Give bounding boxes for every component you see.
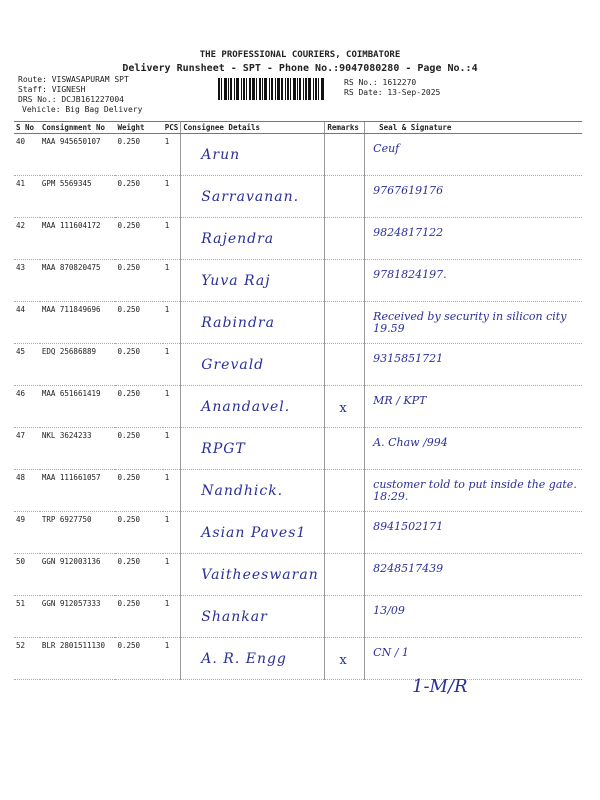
row-remark <box>325 386 365 428</box>
row-signature-text: CN / 1 <box>373 646 409 659</box>
row-consignee <box>181 176 325 218</box>
row-consignment-no <box>40 344 116 386</box>
row-remark <box>325 512 365 554</box>
row-remark <box>325 344 365 386</box>
row-consignment-no-text: MAA 651661419 <box>41 389 101 398</box>
row-weight <box>115 218 162 260</box>
drs-label: DRS No.: DCJB161227004 <box>18 95 124 104</box>
row-weight-text: 0.250 <box>117 599 141 608</box>
row-consignee <box>181 134 325 176</box>
table-row <box>14 344 582 386</box>
col-seal: Seal & Signature <box>365 122 582 134</box>
row-consignee <box>181 386 325 428</box>
row-signature-text: 8248517439 <box>373 562 444 575</box>
row-weight-text: 0.250 <box>117 431 141 440</box>
row-consignment-no-text: BLR 2801511130 <box>41 641 106 650</box>
rs-date-label: RS Date: 13-Sep-2025 <box>344 88 441 97</box>
row-weight-text: 0.250 <box>117 389 141 398</box>
row-signature <box>365 218 582 260</box>
row-consignment-no-text: MAA 945650107 <box>41 137 101 146</box>
row-remark <box>325 554 365 596</box>
row-consignment-no-text: NKL 3624233 <box>41 431 92 440</box>
row-consignee <box>181 470 325 512</box>
row-consignee-text: Arun <box>201 147 241 163</box>
col-weight: Weight <box>115 122 162 134</box>
row-signature <box>365 260 582 302</box>
row-consignment-no <box>40 218 116 260</box>
row-weight-text: 0.250 <box>117 305 141 314</box>
row-weight-text: 0.250 <box>117 263 141 272</box>
row-weight-text: 0.250 <box>117 557 141 566</box>
row-remark <box>325 470 365 512</box>
row-signature-text: 13/09 <box>373 604 405 617</box>
row-consignee <box>181 554 325 596</box>
row-consignee-text: Asian Paves1 <box>201 525 307 541</box>
row-pcs <box>163 386 181 428</box>
row-signature-text: Ceuf <box>373 142 400 155</box>
row-pcs-text: 1 <box>164 641 170 650</box>
row-signature <box>365 596 582 638</box>
row-sno-text: 46 <box>16 389 26 398</box>
row-remark-text: x <box>339 653 347 668</box>
row-signature <box>365 470 582 512</box>
row-pcs-text: 1 <box>164 179 170 188</box>
row-signature-text: customer told to put inside the gate. 18:29. <box>373 478 577 503</box>
row-remark <box>325 302 365 344</box>
row-signature-text: 8941502171 <box>373 520 444 533</box>
row-consignee <box>181 638 325 680</box>
row-sno <box>14 302 40 344</box>
row-remark <box>325 218 365 260</box>
row-pcs <box>163 344 181 386</box>
col-remarks: Remarks <box>325 122 365 134</box>
col-pcs: PCS <box>163 122 181 134</box>
row-pcs-text: 1 <box>164 599 170 608</box>
row-consignment-no <box>40 512 116 554</box>
row-pcs <box>163 428 181 470</box>
row-consignee-text: A. R. Engg <box>201 651 287 667</box>
table-row <box>14 638 582 680</box>
row-pcs <box>163 470 181 512</box>
row-sno-text: 43 <box>16 263 26 272</box>
row-sno-text: 48 <box>16 473 26 482</box>
row-consignee <box>181 428 325 470</box>
row-consignment-no <box>40 554 116 596</box>
row-weight <box>115 344 162 386</box>
row-sno <box>14 470 40 512</box>
row-consignment-no <box>40 386 116 428</box>
barcode <box>218 78 338 100</box>
row-weight <box>115 638 162 680</box>
row-sno <box>14 134 40 176</box>
row-remark <box>325 596 365 638</box>
row-consignee-text: Rabindra <box>201 315 275 331</box>
row-consignee-text: Yuva Raj <box>201 273 271 289</box>
row-consignee <box>181 302 325 344</box>
row-weight <box>115 596 162 638</box>
meta-right <box>344 78 440 98</box>
row-sno <box>14 386 40 428</box>
row-weight-text: 0.250 <box>117 515 141 524</box>
row-weight-text: 0.250 <box>117 137 141 146</box>
table-row <box>14 470 582 512</box>
row-signature <box>365 428 582 470</box>
row-sno-text: 49 <box>16 515 26 524</box>
row-sno <box>14 176 40 218</box>
row-weight-text: 0.250 <box>117 473 141 482</box>
row-signature-text: Received by security in silicon city 19.59 <box>373 310 567 335</box>
row-consignee-text: Anandavel. <box>201 399 291 415</box>
row-consignment-no <box>40 470 116 512</box>
row-weight <box>115 302 162 344</box>
row-consignee-text: Shankar <box>201 609 268 625</box>
row-pcs-text: 1 <box>164 137 170 146</box>
row-pcs-text: 1 <box>164 473 170 482</box>
row-consignment-no <box>40 302 116 344</box>
row-sno-text: 51 <box>16 599 26 608</box>
row-sno <box>14 428 40 470</box>
row-signature <box>365 638 582 680</box>
row-sno-text: 50 <box>16 557 26 566</box>
meta-left <box>18 75 142 115</box>
row-sno-text: 44 <box>16 305 26 314</box>
row-remark <box>325 134 365 176</box>
row-consignee-text: Rajendra <box>201 231 275 247</box>
row-remark <box>325 176 365 218</box>
row-pcs-text: 1 <box>164 515 170 524</box>
row-weight <box>115 512 162 554</box>
row-pcs <box>163 512 181 554</box>
row-pcs-text: 1 <box>164 557 170 566</box>
table-row <box>14 512 582 554</box>
row-signature <box>365 134 582 176</box>
row-consignment-no-text: TRP 6927750 <box>41 515 92 524</box>
row-consignee-text: Sarravanan. <box>201 189 300 205</box>
row-consignment-no-text: MAA 111661057 <box>41 473 101 482</box>
row-sno <box>14 260 40 302</box>
row-weight-text: 0.250 <box>117 179 141 188</box>
table-row <box>14 218 582 260</box>
vehicle-label: Vehicle: Big Bag Delivery <box>22 105 143 114</box>
table-row <box>14 596 582 638</box>
row-sno <box>14 638 40 680</box>
row-sno <box>14 554 40 596</box>
row-consignment-no <box>40 638 116 680</box>
row-pcs-text: 1 <box>164 305 170 314</box>
row-sno-text: 40 <box>16 137 26 146</box>
col-consignment: Consignment No <box>40 122 116 134</box>
row-consignment-no-text: EDQ 25686889 <box>41 347 97 356</box>
row-consignment-no <box>40 596 116 638</box>
row-weight <box>115 260 162 302</box>
runsheet-table <box>14 121 582 680</box>
row-pcs <box>163 134 181 176</box>
row-sno-text: 47 <box>16 431 26 440</box>
row-pcs-text: 1 <box>164 347 170 356</box>
table-row <box>14 176 582 218</box>
row-consignment-no-text: GGN 912003136 <box>41 557 101 566</box>
row-consignee <box>181 344 325 386</box>
table-row <box>14 386 582 428</box>
row-weight <box>115 428 162 470</box>
row-signature <box>365 176 582 218</box>
row-sno <box>14 218 40 260</box>
row-pcs-text: 1 <box>164 389 170 398</box>
row-signature-text: A. Chaw /994 <box>373 436 448 449</box>
row-weight-text: 0.250 <box>117 347 141 356</box>
company-title: THE PROFESSIONAL COURIERS, COIMBATORE <box>199 50 401 60</box>
runsheet-subtitle: Delivery Runsheet - SPT - Phone No.:9047080280 - Page No.:4 <box>122 63 478 74</box>
route-label: Route: VISWASAPURAM SPT <box>18 75 129 84</box>
row-remark-text: x <box>339 401 347 416</box>
row-signature <box>365 554 582 596</box>
row-consignment-no <box>40 134 116 176</box>
row-signature-text: 9767619176 <box>373 184 444 197</box>
row-signature <box>365 386 582 428</box>
row-signature-text: 9824817122 <box>373 226 444 239</box>
row-consignment-no-text: MAA 870820475 <box>41 263 101 272</box>
row-weight <box>115 386 162 428</box>
row-pcs <box>163 176 181 218</box>
row-pcs <box>163 638 181 680</box>
row-sno-text: 41 <box>16 179 26 188</box>
row-pcs <box>163 596 181 638</box>
row-signature <box>365 512 582 554</box>
row-signature <box>365 302 582 344</box>
row-sno <box>14 344 40 386</box>
row-remark <box>325 428 365 470</box>
row-pcs-text: 1 <box>164 263 170 272</box>
row-signature-text: 9781824197. <box>373 268 447 281</box>
row-consignee <box>181 596 325 638</box>
row-weight-text: 0.250 <box>117 221 141 230</box>
row-weight <box>115 134 162 176</box>
row-consignment-no <box>40 176 116 218</box>
table-row <box>14 554 582 596</box>
row-consignee-text: Grevald <box>201 357 265 373</box>
row-consignment-no <box>40 260 116 302</box>
row-consignment-no <box>40 428 116 470</box>
row-weight <box>115 470 162 512</box>
table-row <box>14 302 582 344</box>
row-pcs <box>163 260 181 302</box>
table-header-row <box>14 122 582 134</box>
row-consignment-no-text: GGN 912057333 <box>41 599 101 608</box>
row-signature-text: 9315851721 <box>373 352 444 365</box>
row-pcs <box>163 302 181 344</box>
row-consignee-text: Nandhick. <box>201 483 284 499</box>
table-row <box>14 134 582 176</box>
row-weight <box>115 176 162 218</box>
row-consignment-no-text: MAA 111604172 <box>41 221 101 230</box>
row-sno-text: 42 <box>16 221 26 230</box>
row-sno-text: 45 <box>16 347 26 356</box>
row-consignment-no-text: MAA 711849696 <box>41 305 101 314</box>
row-signature <box>365 344 582 386</box>
table-row <box>14 260 582 302</box>
row-consignee-text: RPGT <box>201 441 246 457</box>
row-pcs-text: 1 <box>164 221 170 230</box>
row-weight-text: 0.250 <box>117 641 141 650</box>
row-pcs <box>163 554 181 596</box>
rs-no-label: RS No.: 1612270 <box>344 78 417 87</box>
row-sno-text: 52 <box>16 641 26 650</box>
col-sno: S No <box>14 122 40 134</box>
row-pcs <box>163 218 181 260</box>
col-consignee: Consignee Details <box>181 122 325 134</box>
row-consignment-no-text: GPM 5569345 <box>41 179 92 188</box>
table-row <box>14 428 582 470</box>
footer-handwritten-note: 1-M/R <box>412 676 468 697</box>
row-sno <box>14 596 40 638</box>
row-consignee <box>181 512 325 554</box>
row-remark <box>325 638 365 680</box>
row-signature-text: MR / KPT <box>373 394 427 407</box>
row-consignee <box>181 260 325 302</box>
staff-label: Staff: VIGNESH <box>18 85 86 94</box>
row-sno <box>14 512 40 554</box>
row-weight <box>115 554 162 596</box>
row-consignee-text: Vaitheeswaran <box>201 567 319 583</box>
row-pcs-text: 1 <box>164 431 170 440</box>
row-consignee <box>181 218 325 260</box>
row-remark <box>325 260 365 302</box>
